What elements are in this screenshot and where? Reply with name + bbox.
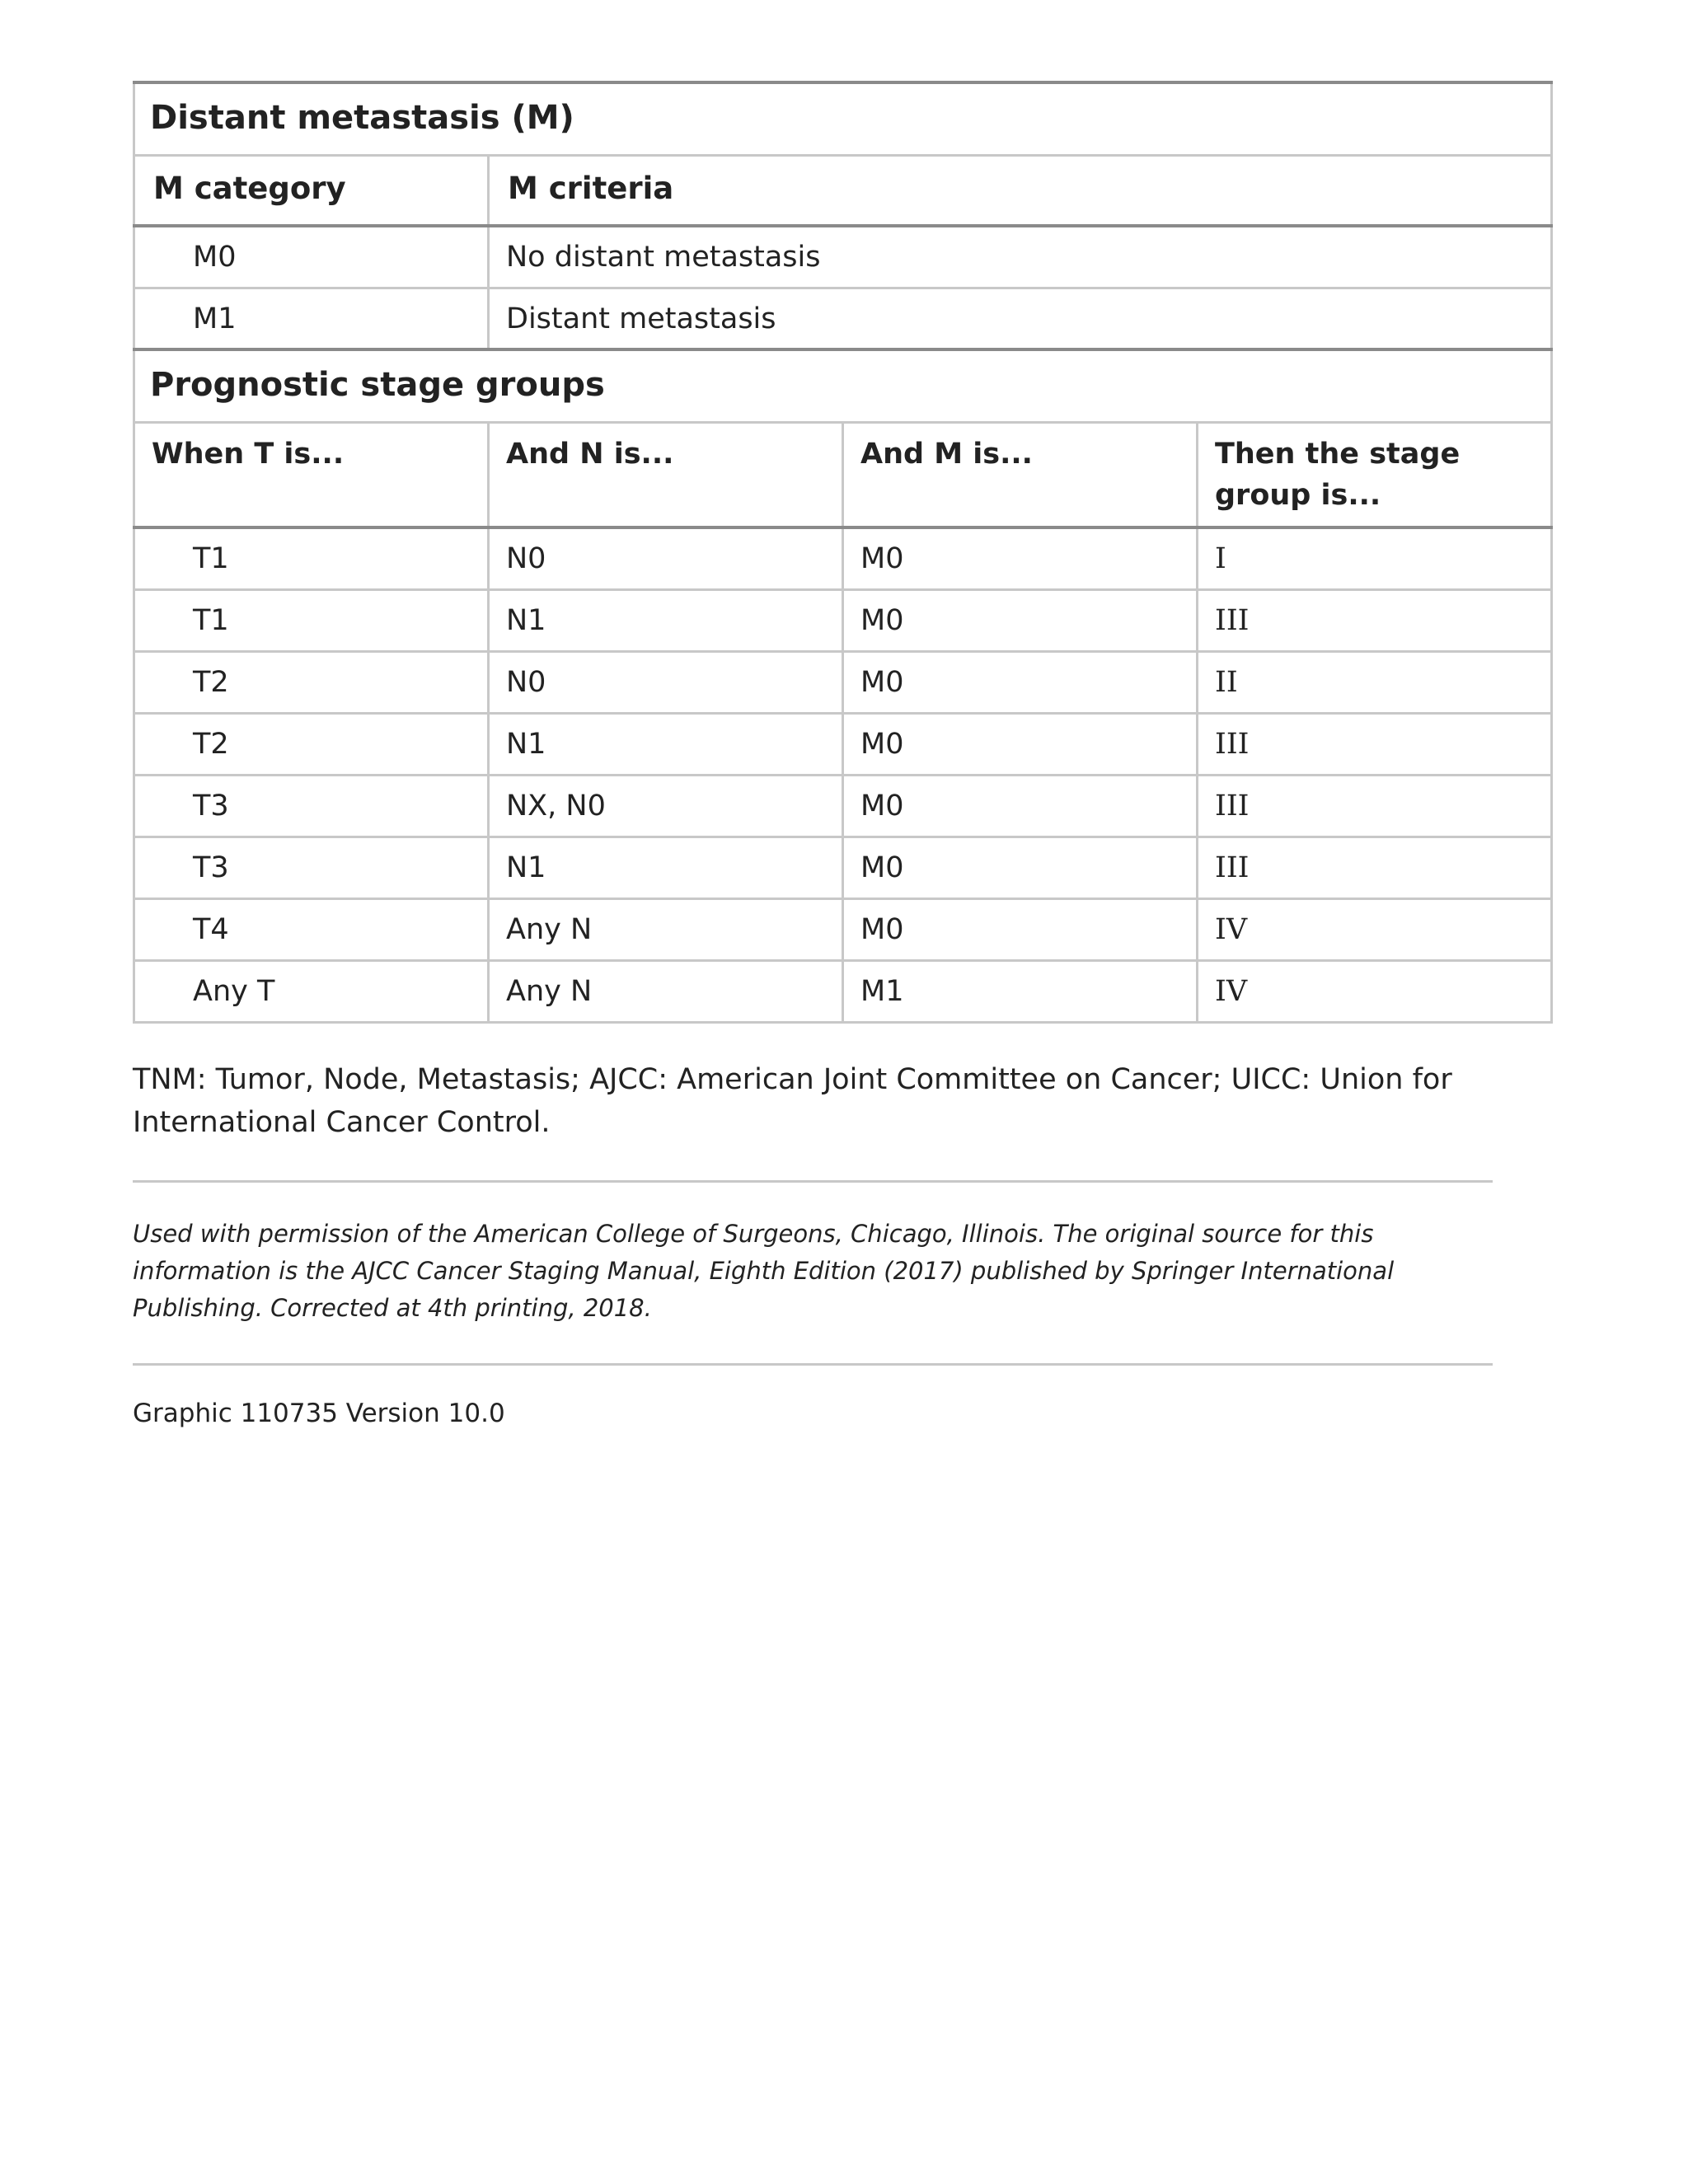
stage-group-header: Then the stage group is...	[1198, 422, 1552, 527]
metastasis-section-title: Distant metastasis (M)	[134, 82, 1552, 155]
n-cell: Any N	[489, 898, 843, 960]
stage-cell: III	[1198, 589, 1552, 651]
n-cell: N0	[489, 651, 843, 713]
metastasis-header-row	[134, 155, 1552, 226]
m-cell: M0	[843, 651, 1198, 713]
stage-header-row	[134, 422, 1552, 527]
table-row	[134, 775, 1552, 837]
n-cell: Any N	[489, 960, 843, 1022]
metastasis-title-row	[134, 82, 1552, 155]
m-criteria-cell: Distant metastasis	[489, 288, 1552, 349]
n-header: And N is...	[489, 422, 843, 527]
t-cell: T1	[134, 589, 489, 651]
m-cell: M0	[843, 589, 1198, 651]
n-cell: N1	[489, 837, 843, 898]
stage-cell: I	[1198, 527, 1552, 589]
table-row	[134, 651, 1552, 713]
table-row	[134, 589, 1552, 651]
permission-statement: Used with permission of the American College of Surgeons, Chicago, Illinois. The original source for this information is the AJCC Cancer Staging Manual, Eighth Edition (2017) published by Springer International Publishing. Corrected at 4th printing, 2018.	[133, 1219, 1395, 1322]
abbreviation-footnote: TNM: Tumor, Node, Metastasis; AJCC: American Joint Committee on Cancer; UICC: Union for International Cancer Control.	[133, 1062, 1452, 1139]
stage-cell: II	[1198, 651, 1552, 713]
m-cell: M1	[843, 960, 1198, 1022]
t-cell: T2	[134, 713, 489, 775]
stage-cell: III	[1198, 837, 1552, 898]
stage-section-title: Prognostic stage groups	[134, 349, 1552, 422]
t-cell: T3	[134, 837, 489, 898]
n-cell: N0	[489, 527, 843, 589]
m-criteria-header: M criteria	[489, 155, 1552, 226]
t-cell: Any T	[134, 960, 489, 1022]
t-cell: T4	[134, 898, 489, 960]
m-cell: M0	[843, 837, 1198, 898]
n-cell: N1	[489, 713, 843, 775]
stage-cell: IV	[1198, 898, 1552, 960]
table-row	[134, 288, 1552, 349]
t-header: When T is...	[134, 422, 489, 527]
table-row	[134, 960, 1552, 1022]
m-category-cell: M1	[134, 288, 489, 349]
m-header: And M is...	[843, 422, 1198, 527]
divider	[133, 1363, 1493, 1366]
tnm-staging-table	[133, 81, 1553, 1024]
table-row	[134, 898, 1552, 960]
m-cell: M0	[843, 775, 1198, 837]
t-cell: T2	[134, 651, 489, 713]
table-row	[134, 226, 1552, 288]
n-cell: NX, N0	[489, 775, 843, 837]
stage-cell: III	[1198, 713, 1552, 775]
table-row	[134, 837, 1552, 898]
m-cell: M0	[843, 898, 1198, 960]
divider	[133, 1180, 1493, 1183]
graphic-version-label: Graphic 110735 Version 10.0	[133, 1398, 505, 1428]
m-cell: M0	[843, 527, 1198, 589]
n-cell: N1	[489, 589, 843, 651]
t-cell: T1	[134, 527, 489, 589]
m-category-cell: M0	[134, 226, 489, 288]
table-row	[134, 713, 1552, 775]
staging-document	[133, 81, 1550, 1428]
m-category-header: M category	[134, 155, 489, 226]
m-cell: M0	[843, 713, 1198, 775]
m-criteria-cell: No distant metastasis	[489, 226, 1552, 288]
stage-title-row	[134, 349, 1552, 422]
table-row	[134, 527, 1552, 589]
stage-cell: IV	[1198, 960, 1552, 1022]
stage-cell: III	[1198, 775, 1552, 837]
t-cell: T3	[134, 775, 489, 837]
